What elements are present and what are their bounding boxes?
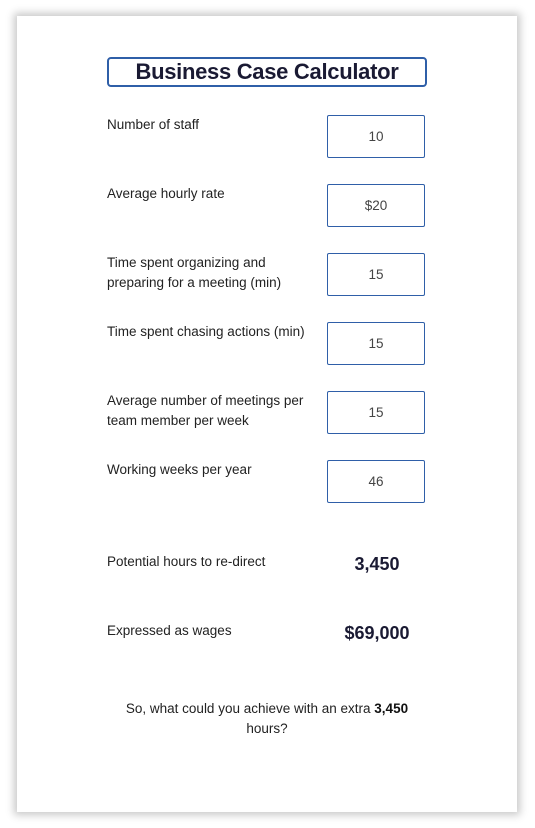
hourly-rate-input[interactable]: $20 — [327, 184, 425, 227]
meetings-per-week-label: Average number of meetings per team member per week — [107, 393, 304, 428]
hourly-rate-label: Average hourly rate — [107, 186, 225, 201]
working-weeks-label: Working weeks per year — [107, 462, 252, 477]
wages-result-value: $69,000 — [344, 623, 410, 643]
staff-count-input[interactable]: 10 — [327, 115, 425, 158]
wages-result-label: Expressed as wages — [107, 623, 232, 638]
meetings-per-week-input[interactable]: 15 — [327, 391, 425, 434]
footer-prefix: So, what could you achieve with an extra — [125, 701, 375, 716]
footer-highlight: 3,450 — [374, 701, 409, 716]
footer-suffix: hours? — [246, 721, 288, 736]
prep-time-label: Time spent organizing and preparing for a meeting (min) — [107, 255, 282, 290]
page-title: Business Case Calculator — [107, 57, 427, 87]
prep-time-input[interactable]: 15 — [327, 253, 425, 296]
chasing-time-input[interactable]: 15 — [327, 322, 425, 365]
hours-result-label: Potential hours to re-direct — [107, 554, 266, 569]
calculator-card — [17, 16, 517, 812]
footer-message — [107, 699, 427, 739]
hours-result-value: 3,450 — [354, 554, 400, 574]
chasing-time-label: Time spent chasing actions (min) — [107, 324, 305, 339]
working-weeks-input[interactable]: 46 — [327, 460, 425, 503]
staff-count-label: Number of staff — [107, 117, 200, 132]
